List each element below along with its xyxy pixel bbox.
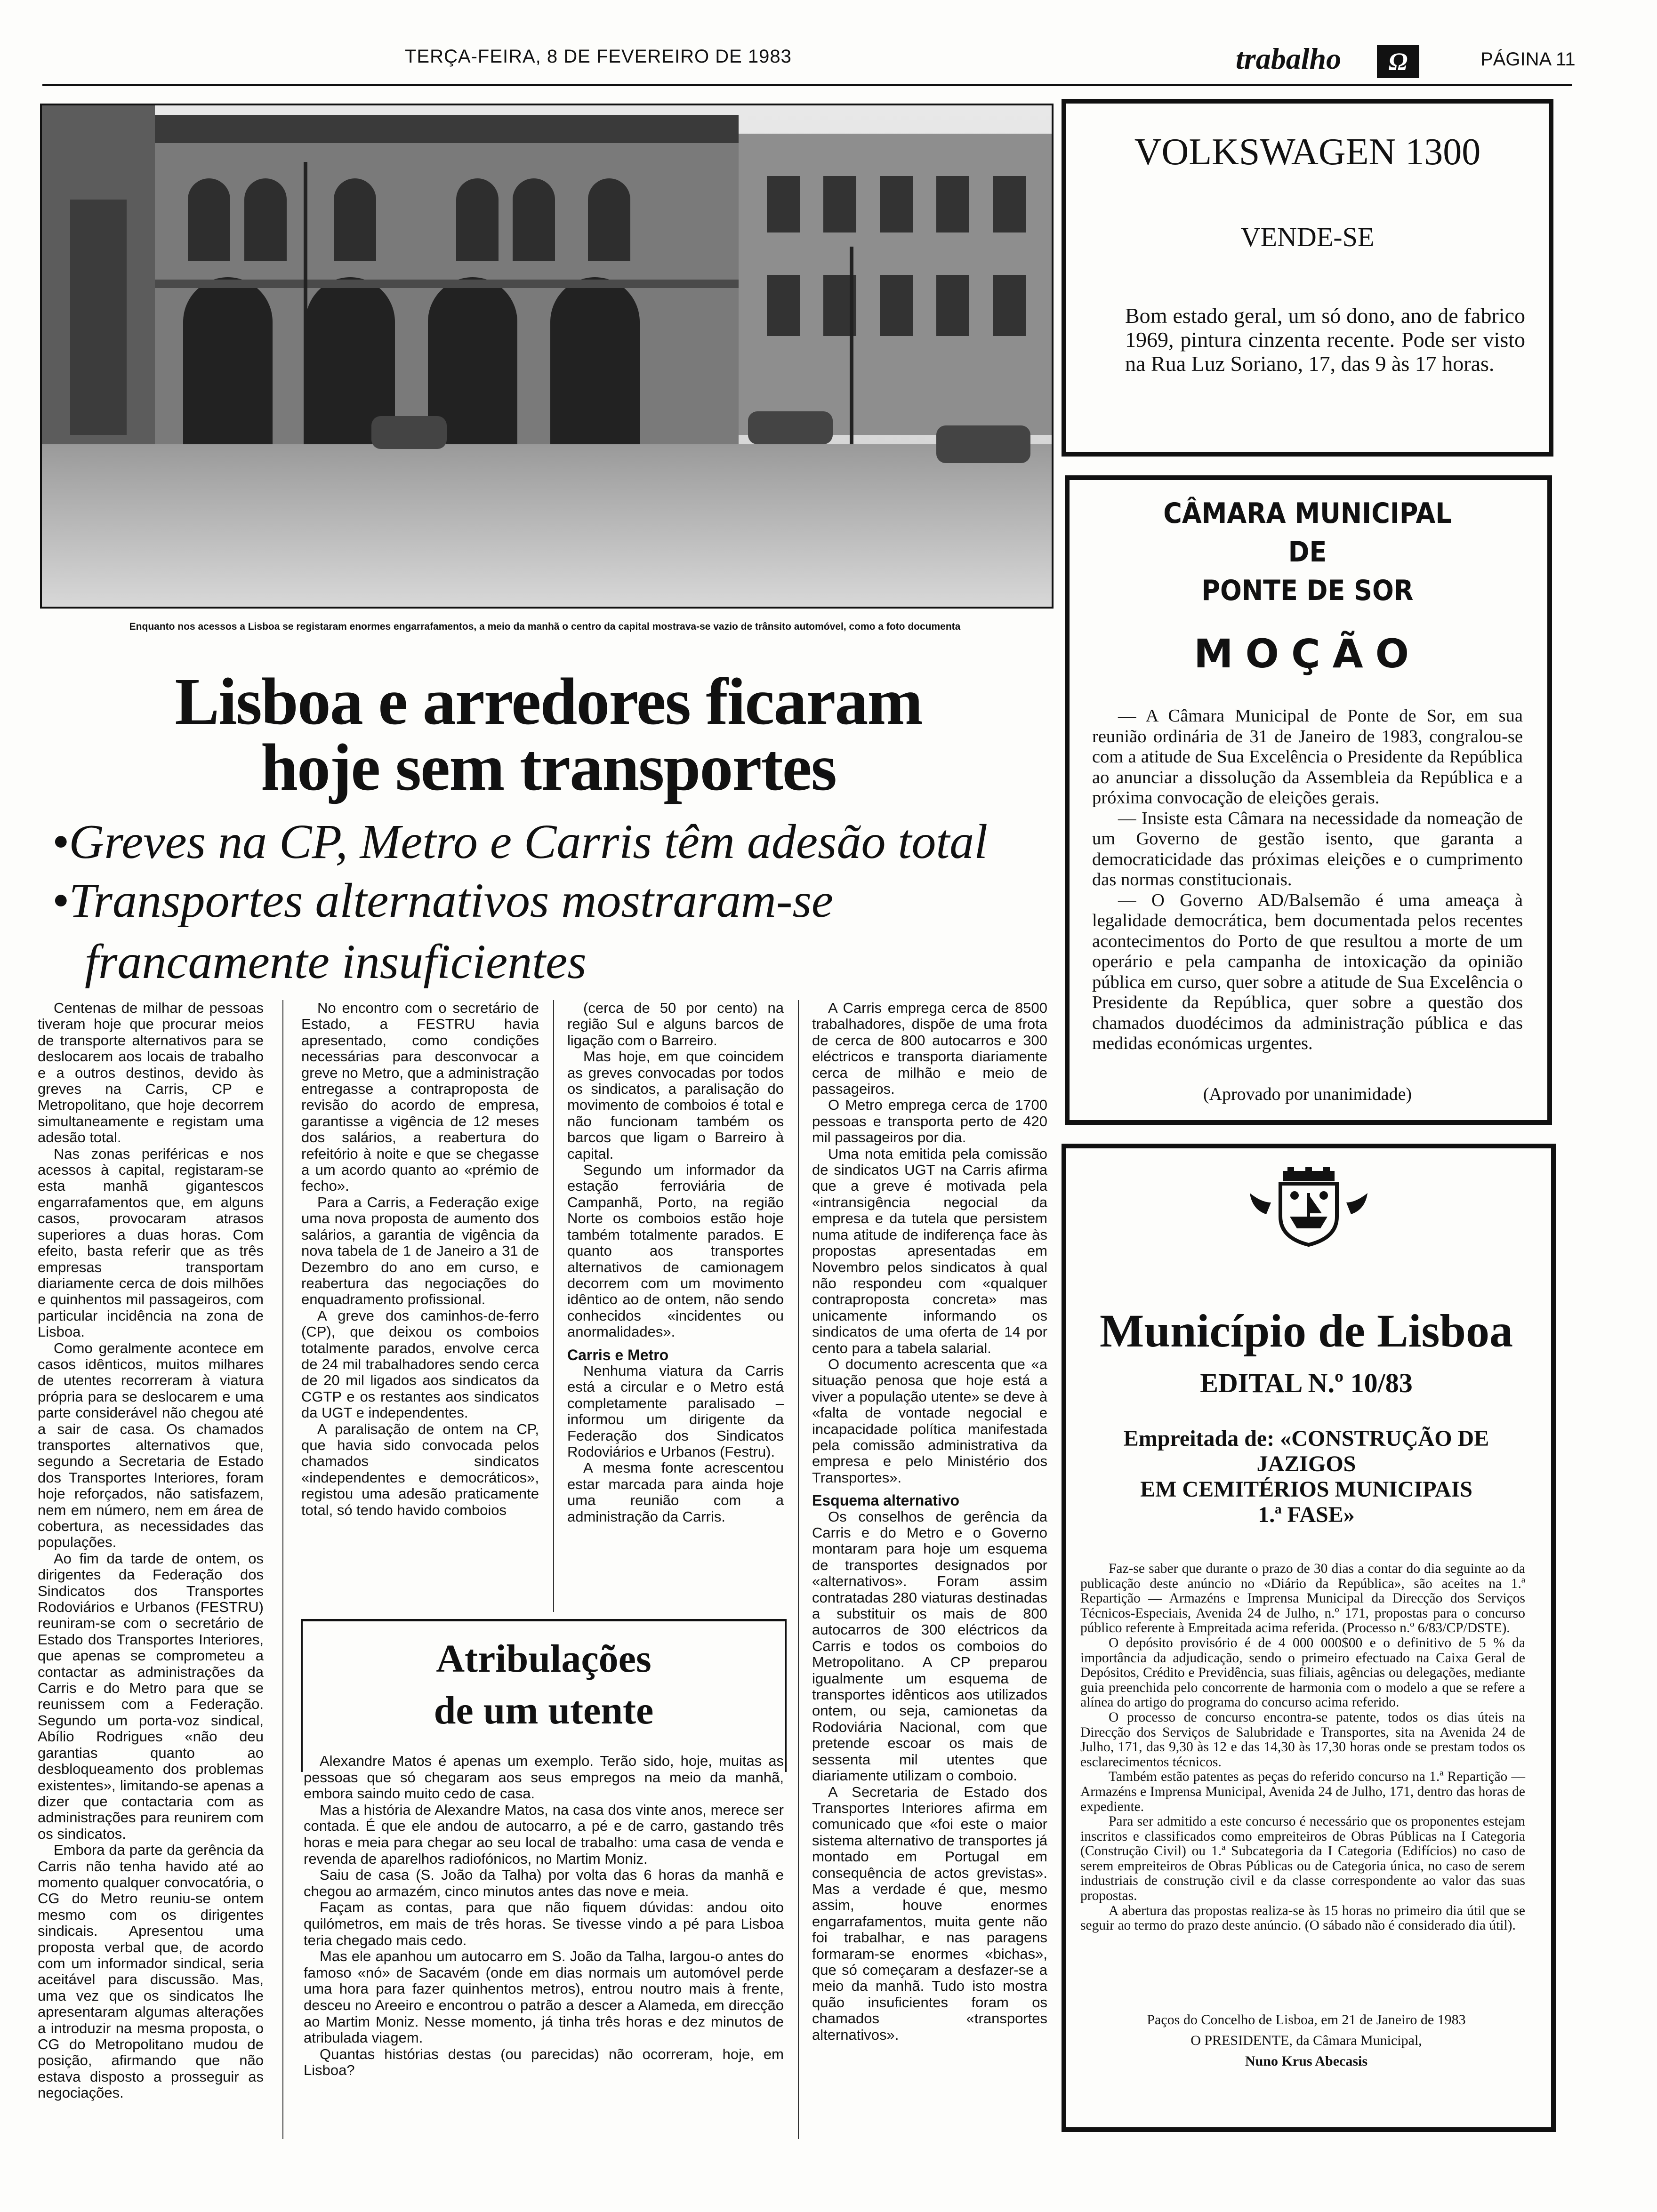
paragraph: O depósito provisório é de 4 000 000$00 e o definitivo de 5 % da importância da adjudicação, sendo o primeiro efectuado na Caixa Geral de Depósitos, Crédito e Previdência, suas filiais, agências ou delegações, mediante guia preenchida pelo concorrente de harmonia com o modelo a que se refere a alínea do artigo do programa do concurso acima referido. <box>1080 1635 1525 1710</box>
article-column-1 <box>38 1000 264 2101</box>
paragraph: Uma nota emitida pela comissão de sindicatos UGT na Carris afirma que a greve é motivada pela «intransigência negocial da empresa e da tutela que persistem numa atitude de indiferença face às propostas apresentadas em Novembro pelos sindicatos à qual não respondeu com «qualquer contraproposta concreta» mas unicamente informando os sindicatos de uma oferta de 14 por cento para a tabela salarial. <box>812 1145 1047 1356</box>
paragraph: — O Governo AD/Balsemão é uma ameaça à legalidade democrática, bem documentada pelos recentes acontecimentos do Porto de que resultou a morte de um operário e pela campanha de intoxicação da opinião pública em curso, quer sobre a atitude de Sua Excelência o Presidente da República, quer sobre a questão dos chamados duodécimos da administração pública e das medidas económicas urgentes. <box>1092 890 1523 1053</box>
paragraph: Mas ele apanhou um autocarro em S. João da Talha, largou-o antes do famoso «nó» de Sacavém (onde em dias normais um automóvel perde uma hora para fazer quinhentos metros), entrou noutro mais à frente, desceu no Areeiro e encontrou o patrão a descer a Alameda, em direcção ao Martim Moniz. Nesse momento, já tinha três horas e dez minutos de atribulada viagem. <box>304 1948 784 2046</box>
paragraph: Mas hoje, em que coincidem as greves convocadas por todos os sindicatos, a paralisação do movimento de comboios é total e não funcionam também os barcos que ligam o Barreiro à capital. <box>567 1048 784 1162</box>
paragraph: A abertura das propostas realiza-se às 15 horas no primeiro dia útil que se seguir ao termo do prazo deste anúncio. (O sábado não é considerado dia útil). <box>1080 1903 1525 1933</box>
paragraph: Embora da parte da gerência da Carris não tenha havido até ao momento qualquer convocatória, o CG do Metro reuniu-se ontem mesmo com os dirigentes sindicais. Apresentou uma proposta verbal que, de acordo com um informador sindical, seria aceitável para discussão. Mas, uma vez que os sindicatos lhe apresentaram algumas alterações a introduzir na mesma proposta, o CG do Metropolitano mudou de posição, afirmando que não estava disposto a prosseguir as negociações. <box>38 1842 264 2101</box>
paragraph: Para ser admitido a este concurso é necessário que os proponentes estejam inscritos e classificados como empreiteiros de Obras Públicas na I Categoria (Construção Civil) ou 1.ª Subcategoria da I Categoria (Edifícios) no caso de serem empreiteiros de Obras Públicas ou de Categoria única, no caso de serem industriais de construção civil e da classe correspondente ao valor das suas propostas. <box>1080 1814 1525 1904</box>
section-heading: Carris e Metro <box>567 1346 669 1363</box>
paragraph: O Metro emprega cerca de 1700 pessoas e transporta perto de 420 mil passageiros por dia. <box>812 1097 1047 1146</box>
paragraph: — Insiste esta Câmara na necessidade da nomeação de um Governo de gestão isento, que garanta a democraticidade das próximas eleições e o cumprimento das normas constitucionais. <box>1092 808 1523 890</box>
paragraph: — A Câmara Municipal de Ponte de Sor, em sua reunião ordinária de 31 de Janeiro de 1983, congralou-se com a atitude de Sua Excelência o Presidente da República ao anunciar a dissolução da Assembleia da República e a próxima convocação de eleições gerais. <box>1092 706 1523 808</box>
vw-ad-text: Bom estado geral, um só dono, ano de fabrico 1969, pintura cinzenta recente. Pode ser visto na Rua Luz Soriano, 17, das 9 às 17 horas. <box>1125 304 1525 376</box>
empreitada-line-3: EM CEMITÉRIOS MUNICIPAIS <box>1140 1477 1472 1502</box>
empreitada-line-4: 1.ª FASE» <box>1258 1502 1355 1527</box>
paragraph: Mas a história de Alexandre Matos, na casa dos vinte anos, merece ser contada. É que ele andou de autocarro, a pé e de carro, gastando três horas e meia para chegar ao seu local de trabalho: uma casa de venda e revenda de aparelhos radiofónicos, no Martim Moniz. <box>304 1801 784 1867</box>
headline <box>66 664 1031 804</box>
logo-mark-icon: Ω <box>1377 45 1419 78</box>
signature-name: Nuno Krus Abecasis <box>1245 2053 1368 2069</box>
section-heading: Esquema alternativo <box>812 1492 959 1509</box>
paragraph: Os conselhos de gerência da Carris e do Metro e o Governo montaram para hoje um esquema de transportes designados por «alternativos». Foram assim contratadas 280 viaturas destinadas a substituir os mais de 800 autocarros de 300 eléctricos da Carris e todos os comboios do Metropolitano. A CP preparou igualmente um esquema de transportes idênticos aos utilizados ontem, ou seja, camionetas da Rodoviária Nacional, com que pretende escoar os mais de sessenta mil utentes que diariamente utilizam o comboio. <box>812 1508 1047 1784</box>
paragraph: A Secretaria de Estado dos Transportes Interiores afirma em comunicado que «foi este o maior sistema alternativo de transportes já montado em Portugal em consequência de actos grevistas». Mas a verdade é que, mesmo assim, houve enormes engarrafamentos, muita gente não foi trabalhar, e nas paragens formaram-se enormes «bichas», que só começaram a desfazer-se a meio da manhã. Tudo isto mostra quão insuficientes foram os chamados «transportes alternativos». <box>812 1783 1047 2043</box>
paragraph: A Carris emprega cerca de 8500 trabalhadores, dispõe de uma frota de cerca de 800 autocarros e 300 eléctricos e transporta diariamente cerca de milhão e meio de passageiros. <box>812 1000 1047 1098</box>
headline-line-2: hoje sem transportes <box>261 730 836 804</box>
street-photo <box>40 104 1054 609</box>
edital-text <box>1080 1562 1525 1933</box>
ponte-de-sor-line-3: PONTE DE SOR <box>1201 574 1414 607</box>
column-rule <box>553 1000 554 1612</box>
paragraph: Saiu de casa (S. João da Talha) por volta das 6 horas da manhã e chegou ao armazém, cinco minutos antes das nove e meia. <box>304 1867 784 1899</box>
mocao-approved: (Aprovado por unanimidade) <box>1203 1084 1412 1104</box>
paragraph: Segundo um informador da estação ferroviária de Campanhã, Porto, na região Norte os comboios estão hoje também totalmente parados. E quanto aos transportes alternativos de camionagem decorrem com um movimento idêntico ao de ontem, não sendo conhecidos «incidentes ou anormalidades». <box>567 1162 784 1340</box>
ponte-de-sor-header <box>1097 494 1519 610</box>
mocao-title: MOÇÃO <box>1193 631 1422 677</box>
paragraph: Centenas de milhar de pessoas tiveram hoje que procurar meios de transporte alternativos para se deslocarem aos locais de trabalho e a outros destinos, devido às greves na Carris, CP e Metropolitano, que hoje decorrem simultaneamente e registam uma adesão total. <box>38 1000 264 1146</box>
lisbon-crest-icon <box>1243 1167 1375 1247</box>
paragraph: (cerca de 50 por cento) na região Sul e alguns barcos de ligação com o Barreiro. <box>567 1000 784 1049</box>
article-column-3 <box>567 1000 784 1525</box>
article-column-2 <box>301 1000 539 1518</box>
signature-place: Paços do Concelho de Lisboa, em 21 de Janeiro de 1983 <box>1147 2012 1466 2028</box>
mocao-text <box>1092 706 1523 1054</box>
paragraph: O documento acrescenta que «a situação penosa que hoje está a viver a população utente» se deve à «falta de vontade negocial e incapacidade política manifestada pela comissão administrativa da empresa e pelo Ministério dos Transportes». <box>812 1355 1047 1486</box>
paragraph: Alexandre Matos é apenas um exemplo. Terão sido, hoje, muitas as pessoas que só chegaram aos seus empregos na meio da manhã, embora saindo muito cedo de casa. <box>304 1753 784 1802</box>
lisboa-title: Município de Lisboa <box>1100 1305 1513 1357</box>
paragraph: No encontro com o secretário de Estado, a FESTRU havia apresentado, como condições necessárias para desconvocar a greve no Metro, que a administração entregasse a contraproposta de revisão do acordo de empresa, garantisse a vigência de 12 meses dos salários, a reabertura do refeitório à noite e que se chegasse a um acordo quanto ao «prémio de fecho». <box>301 1000 539 1194</box>
paragraph: Como geralmente acontece em casos idênticos, muitos milhares de utentes recorreram à viatura própria para se deslocarem e uma parte considerável não chegou até a sair de casa. Os chamados transportes alternativos que, segundo a Secretaria de Estado dos Transportes Interiores, foram hoje reforçados, não satisfazem, nem em número, nem em área de cobertura, as necessidades das populações. <box>38 1339 264 1551</box>
edital-number: EDITAL N.º 10/83 <box>1200 1368 1413 1398</box>
sidebar-story-title-line-1: Atribulações <box>436 1637 652 1681</box>
paragraph: A greve dos caminhos-de-ferro (CP), que deixou os comboios totalmente parados, envolve cerca de 24 mil trabalhadores sendo cerca de 20 mil ligados aos sindicatos da CGTP e os restantes aos sindicatos da UGT e independentes. <box>301 1307 539 1421</box>
edital-signature <box>1069 2010 1544 2072</box>
column-rule <box>798 1000 799 2139</box>
newspaper-logo: trabalho <box>1236 42 1342 75</box>
paragraph: Nas zonas periféricas e nos acessos à capital, registaram-se esta manhã gigantescos engarrafamentos que, em alguns casos, provocaram atrasos superiores a duas horas. Com efeito, basta referir que as três empresas transportam diariamente cerca de dois milhões e quinhentos mil passageiros, com particular incidência na zona de Lisboa. <box>38 1145 264 1340</box>
page-number: PÁGINA 11 <box>1480 49 1576 70</box>
subheadline-1: •Greves na CP, Metro e Carris têm adesão total <box>52 815 988 869</box>
empreitada-line-1: Empreitada de: «CONSTRUÇÃO DE <box>1123 1426 1489 1451</box>
sidebar-story-title <box>339 1633 748 1737</box>
sidebar-story-title-line-2: de um utente <box>434 1689 654 1732</box>
column-rule <box>282 1000 283 2139</box>
vw-ad-subtitle: VENDE-SE <box>1240 222 1375 252</box>
paragraph: Façam as contas, para que não fiquem dúvidas: andou oito quilómetros, em mais de três horas. Se tivesse vindo a pé para Lisboa teria chegado mais cedo. <box>304 1899 784 1948</box>
headline-line-1: Lisboa e arredores ficaram <box>175 664 922 738</box>
paragraph: Para a Carris, a Federação exige uma nova proposta de aumento dos salários, a garantia de vigência da nova tabela de 1 de Janeiro a 31 de Dezembro do ano em curso, e reabertura das negociações do enquadramento profissional. <box>301 1194 539 1308</box>
paragraph: A paralisação de ontem na CP, que havia sido convocada pelos chamados sindicatos «independentes e democráticos», registou uma adesão praticamente total, só tendo havido comboios <box>301 1420 539 1518</box>
photo-caption: Enquanto nos acessos a Lisboa se registaram enormes engarrafamentos, a meio da manhã o centro da capital mostrava-se vazio de trânsito automóvel, como a foto documenta <box>129 621 961 632</box>
ponte-de-sor-line-2: DE <box>1288 536 1327 569</box>
signature-role: O PRESIDENTE, da Câmara Municipal, <box>1190 2033 1422 2048</box>
vw-ad-title: VOLKSWAGEN 1300 <box>1134 131 1481 173</box>
article-column-4 <box>812 1000 1047 2043</box>
paragraph: O processo de concurso encontra-se patente, todos os dias úteis na Direcção dos Serviços de Salubridade e Transportes, sita na Avenida 24 de Julho, 171, das 9,30 às 12 e das 14,30 às 17,30 horas onde se prestam todos os esclarecimentos técnicos. <box>1080 1709 1525 1770</box>
empreitada-line-2: JAZIGOS <box>1256 1451 1356 1476</box>
header-rule <box>42 84 1572 86</box>
paragraph: A mesma fonte acrescentou estar marcada para ainda hoje uma reunião com a administração da Carris. <box>567 1459 784 1525</box>
subheadline-3: francamente insuficientes <box>85 935 587 989</box>
ponte-de-sor-line-1: CÂMARA MUNICIPAL <box>1163 497 1452 530</box>
empreitada-title <box>1097 1426 1516 1528</box>
page-date: TERÇA-FEIRA, 8 DE FEVEREIRO DE 1983 <box>405 46 792 67</box>
subheadline-2: •Transportes alternativos mostraram-se <box>52 874 834 928</box>
paragraph: Quantas histórias destas (ou parecidas) não ocorreram, hoje, em Lisboa? <box>304 2045 784 2079</box>
paragraph: Nenhuma viatura da Carris está a circular e o Metro está completamente paralisado – informou um dirigente da Federação dos Sindicatos Rodoviários e Urbanos (Festru). <box>567 1362 784 1460</box>
paragraph: Ao fim da tarde de ontem, os dirigentes da Federação dos Sindicatos dos Transportes Rodoviários e Urbanos (FESTRU) reuniram-se com o secretário de Estado dos Transportes Interiores, que apenas se comprometeu a contactar as administrações da Carris e do Metro para que se reunissem com a Federação. Segundo um porta-voz sindical, Abílio Rodrigues «não deu garantias quanto ao desbloqueamento dos problemas existentes», limitando-se apenas a dizer que contactaria com as administrações para reunirem com os sindicatos. <box>38 1550 264 1842</box>
paragraph: Faz-se saber que durante o prazo de 30 dias a contar do dia seguinte ao da publicação deste anúncio no «Diário da República», são aceites na 1.ª Repartição — Armazéns e Imprensa Municipal da Direcção dos Serviços Técnicos-Especiais, Avenida 24 de Julho, n.º 171, propostas para o concurso público referente à Empreitada acima referida. (Processo n.º 6/83/CP/DSTE). <box>1080 1561 1525 1636</box>
sidebar-story-text <box>304 1753 784 2079</box>
paragraph: Também estão patentes as peças do referido concurso na 1.ª Repartição — Armazéns e Imprensa Municipal, Avenida 24 de Julho, 171, dentro das horas de expediente. <box>1080 1769 1525 1814</box>
